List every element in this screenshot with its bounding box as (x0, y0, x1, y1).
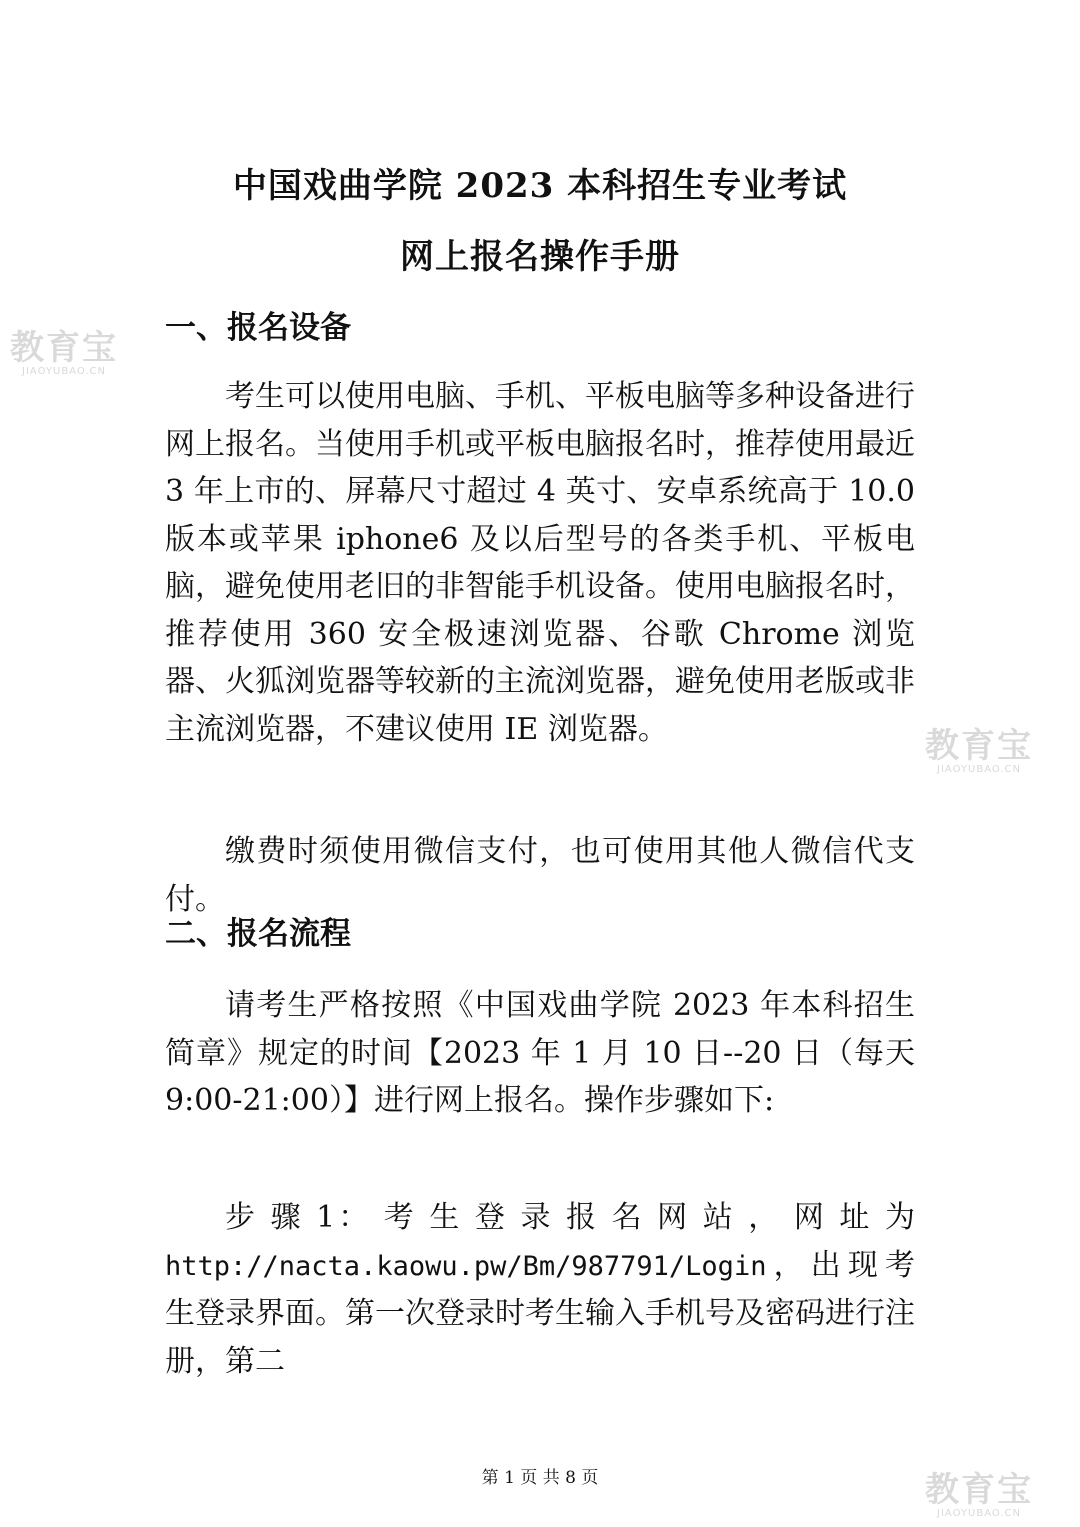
watermark-logo (925, 1472, 1033, 1520)
watermark-subtext: JIAOYUBAO.CN (937, 764, 1021, 775)
watermark-logo (925, 728, 1033, 776)
document-title-line1: 中国戏曲学院 2023 本科招生专业考试 (232, 166, 848, 206)
devices-paragraph: 考生可以使用电脑、手机、平板电脑等多种设备进行网上报名。当使用手机或平板电脑报名时，推荐使用最近 3 年上市的、屏幕尺寸超过 4 英寸、安卓系统高于 10.0 版本或苹果 iphone6 及以后型号的各类手机、平板电脑，避免使用老旧的非智能手机设备。使用电脑报名时，推荐使用 360 安全极速浏览器、谷歌 Chrome 浏览器、火狐浏览器等较新的主流浏览器，避免使用老版或非主流浏览器，不建议使用 IE 浏览器。 (165, 379, 915, 747)
registration-url-link[interactable]: http://nacta.kaowu.pw/Bm/987791/Login (165, 1250, 767, 1282)
watermark-subtext: JIAOYUBAO.CN (937, 1508, 1021, 1519)
document-title-line2: 网上报名操作手册 (400, 237, 680, 277)
section-heading-devices: 一、报名设备 (165, 310, 351, 346)
step1-text: ，出现考生登录界面。第一次登录时考生输入手机号及密码进行注册，第二 (165, 1247, 915, 1379)
page-number-footer: 第 1 页 共 8 页 (481, 1468, 599, 1488)
watermark-text: 教育宝 (925, 726, 1033, 766)
section-heading-process: 二、报名流程 (165, 916, 351, 952)
watermark-text: 教育宝 (10, 328, 118, 368)
step1-label: 步 骤 1： 考 生 登 录 报 名 网 站 ， 网 址 为 (225, 1200, 915, 1235)
step1-paragraph (165, 1194, 915, 1385)
watermark-subtext: JIAOYUBAO.CN (22, 366, 106, 377)
process-paragraph: 请考生严格按照《中国戏曲学院 2023 年本科招生简章》规定的时间【2023 年 1 月 10 日--20 日（每天 9:00-21:00）】进行网上报名。操作步骤如下: (165, 988, 915, 1118)
watermark-text: 教育宝 (925, 1470, 1033, 1510)
watermark-logo (10, 330, 118, 378)
payment-paragraph: 缴费时须使用微信支付，也可使用其他人微信代支付。 (165, 834, 915, 917)
